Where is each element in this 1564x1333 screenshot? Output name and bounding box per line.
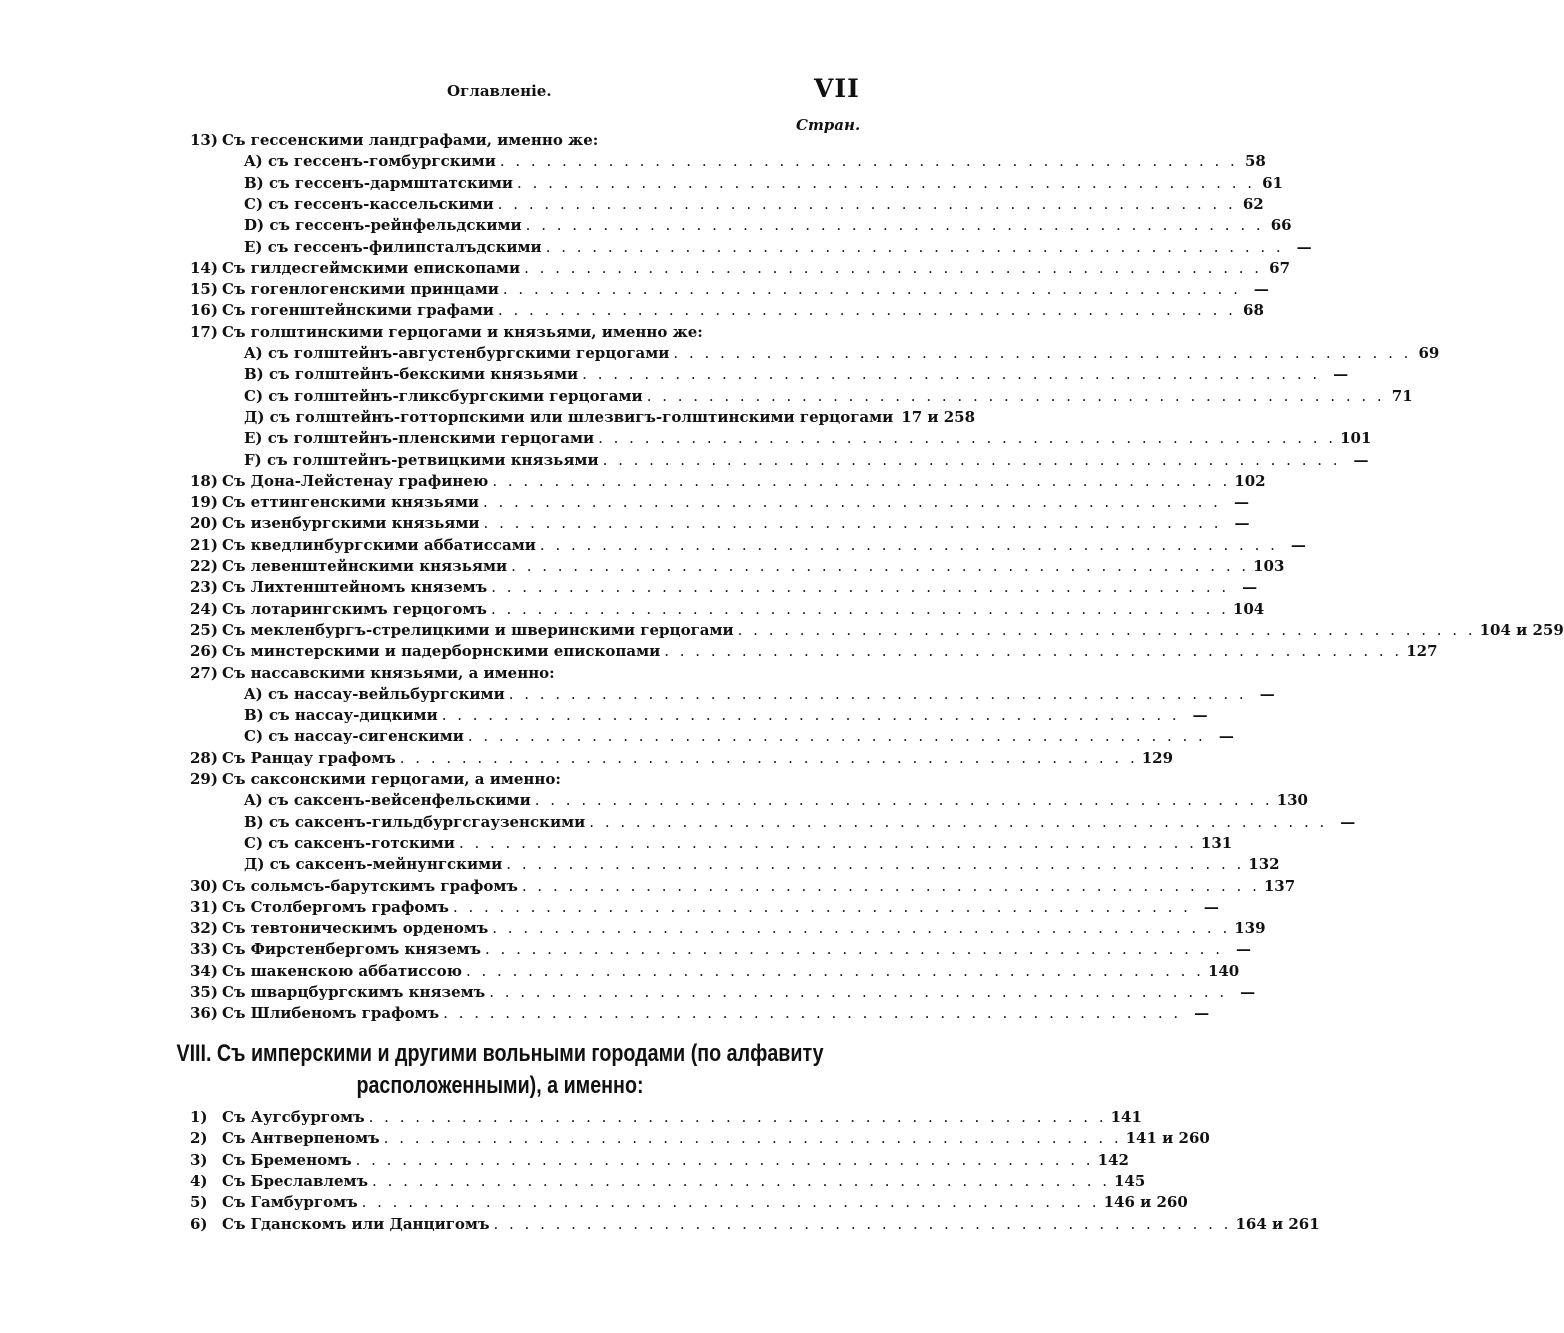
toc-entry-label: Д) съ голштейнъ-готторпскими или шлезвигъ-голштинскими герцогами — [244, 408, 894, 426]
toc-leader-dots: . . . . . . . . . . . . . . . . . . . . . . . . . . . . . . . . . . . . . . . . . . . . . . . . — [506, 855, 1245, 873]
toc-leader-dots: . . . . . . . . . . . . . . . . . . . . . . . . . . . . . . . . . . . . . . . . . . . . . . . . — [458, 834, 1197, 852]
toc-entry-number: 13) — [190, 131, 218, 149]
toc-entry-number: 21) — [190, 536, 218, 554]
toc-entry-label: E) съ гессенъ-филипсталъдскими — [244, 238, 542, 256]
toc-entry-number: 27) — [190, 664, 218, 682]
toc-entry-label: C) съ гессенъ-кассельскими — [244, 195, 494, 213]
toc-entry-page: 141 — [1110, 1108, 1142, 1126]
toc-entry — [190, 469, 1266, 490]
toc-entry-label: A) съ нассау-вейльбургскими — [244, 685, 505, 703]
toc-leader-dots: . . . . . . . . . . . . . . . . . . . . . . . . . . . . . . . . . . . . . . . . . . . . . . . . — [646, 387, 1385, 405]
toc-entry — [190, 256, 1291, 277]
toc-entry-label: Съ Бреславлемъ — [222, 1172, 369, 1190]
toc-entry-number: 26) — [190, 642, 218, 660]
toc-entry — [190, 980, 1256, 1001]
toc-entry — [190, 533, 1306, 554]
toc-entry-page: — — [1296, 238, 1312, 256]
toc-entry-page: 139 — [1234, 919, 1266, 937]
toc-entry-page: 68 — [1243, 301, 1264, 319]
toc-entry-label: Съ Лихтенштейномъ княземъ — [222, 578, 488, 596]
page-title: Оглавленіе. — [447, 82, 552, 100]
toc-leader-dots: . . . . . . . . . . . . . . . . . . . . . . . . . . . . . . . . . . . . . . . . . . . . . . . . — [492, 472, 1231, 490]
toc-entry-page: 132 — [1248, 855, 1280, 873]
toc-entry-label: Съ шварцбургскимъ княземъ — [222, 983, 486, 1001]
toc-entry-page: 142 — [1097, 1151, 1129, 1169]
toc-entry-label: Съ изенбургскими князьями — [222, 514, 480, 532]
toc-entry — [244, 426, 1372, 447]
toc-entry-label: B) съ нассау-дицкими — [244, 706, 438, 724]
toc-entry-label: Съ Шлибеномъ графомъ — [222, 1004, 440, 1022]
toc-entry-page: — — [1259, 685, 1275, 703]
section-heading-line1: VIII. Съ имперскими и другими вольными городами (по алфавиту — [176, 1040, 824, 1067]
toc-entry — [190, 1148, 1129, 1169]
toc-leader-dots: . . . . . . . . . . . . . . . . . . . . . . . . . . . . . . . . . . . . . . . . . . . . . . . . — [383, 1129, 1122, 1147]
toc-entry-page: 62 — [1242, 195, 1264, 213]
toc-entry — [244, 384, 1413, 405]
toc-entry-label: Съ Гамбургомъ — [222, 1193, 358, 1211]
toc-entry-page: 104 и 259 — [1479, 621, 1564, 639]
toc-leader-dots: . . . . . . . . . . . . . . . . . . . . . . . . . . . . . . . . . . . . . . . . . . . . . . . . — [467, 727, 1206, 745]
toc-entry-number: 16) — [190, 301, 218, 319]
toc-entry-page: 66 — [1270, 216, 1292, 234]
toc-entry — [244, 448, 1369, 469]
toc-entry-page: — — [1233, 493, 1249, 511]
toc-entry — [190, 746, 1174, 767]
toc-entry-label: Съ голштинскими герцогами и князьями, именно же: — [222, 323, 703, 341]
toc-entry-label: Съ Гданскомъ или Данцигомъ — [222, 1215, 490, 1233]
toc-entry-label: A) съ голштейнъ-августенбургскими герцогами — [244, 344, 670, 362]
toc-entry-number: 2) — [190, 1129, 208, 1147]
toc-entry-label: Съ мекленбургъ-стрелицкими и шверинскими герцогами — [222, 621, 734, 639]
toc-entry-page: 129 — [1141, 749, 1174, 767]
toc-entry-label: C) съ саксенъ-готскими — [244, 834, 455, 852]
toc-entry-number: 32) — [190, 919, 218, 937]
toc-leader-dots: . . . . . . . . . . . . . . . . . . . . . . . . . . . . . . . . . . . . . . . . . . . . . . . . — [368, 1108, 1107, 1126]
toc-entry-number: 28) — [190, 749, 218, 767]
toc-entry-number: 22) — [190, 557, 218, 575]
toc-entry — [190, 298, 1264, 319]
toc-entry-page: — — [1333, 365, 1349, 383]
toc-entry — [190, 490, 1249, 511]
toc-entry — [190, 1001, 1210, 1022]
toc-entry — [244, 235, 1312, 256]
toc-entry — [190, 511, 1250, 532]
toc-entry-page: 131 — [1200, 834, 1233, 852]
toc-entry-number: 6) — [190, 1215, 208, 1233]
toc-entry-page: 164 и 261 — [1235, 1215, 1320, 1233]
toc-entry-page: — — [1235, 940, 1251, 958]
toc-entry-number: 4) — [190, 1172, 208, 1190]
toc-entry — [244, 405, 976, 426]
toc-leader-dots: . . . . . . . . . . . . . . . . . . . . . . . . . . . . . . . . . . . . . . . . . . . . . . . . — [534, 791, 1273, 809]
toc-leader-dots: . . . . . . . . . . . . . . . . . . . . . . . . . . . . . . . . . . . . . . . . . . . . . . . . — [489, 983, 1228, 1001]
toc-entry-page: — — [1218, 727, 1234, 745]
toc-entry — [190, 128, 850, 149]
toc-entry-label: Съ Бременомъ — [222, 1151, 352, 1169]
section-heading-line2: расположенными), а именно: — [356, 1072, 644, 1099]
toc-entry — [244, 341, 1440, 362]
toc-leader-dots: . . . . . . . . . . . . . . . . . . . . . . . . . . . . . . . . . . . . . . . . . . . . . . . . — [673, 344, 1412, 362]
toc-entry — [244, 682, 1275, 703]
toc-entry-label: Съ гессенскими ландграфами, именно же: — [222, 131, 599, 149]
toc-entry-label: Д) съ саксенъ-мейнунгскими — [244, 855, 503, 873]
toc-leader-dots: . . . . . . . . . . . . . . . . . . . . . . . . . . . . . . . . . . . . . . . . . . . . . . . . — [490, 600, 1229, 618]
toc-entry-label: Съ гогенлогенскими принцами — [222, 280, 499, 298]
toc-entry — [244, 852, 1280, 873]
toc-entry — [244, 171, 1283, 192]
toc-entry — [190, 895, 1219, 916]
toc-entry-number: 29) — [190, 770, 218, 788]
toc-entry-page: 71 — [1391, 387, 1413, 405]
toc-entry — [190, 767, 850, 788]
toc-entry — [190, 320, 850, 341]
toc-entry-page: 137 — [1263, 877, 1296, 895]
toc-entry-label: Съ Дона-Лейстенау графинею — [222, 472, 489, 490]
toc-entry-page: — — [1353, 451, 1369, 469]
toc-entry-number: 35) — [190, 983, 218, 1001]
toc-entry-number: 30) — [190, 877, 218, 895]
toc-leader-dots: . . . . . . . . . . . . . . . . . . . . . . . . . . . . . . . . . . . . . . . . . . . . . . . . — [441, 706, 1180, 724]
toc-entry-page: 17 и 258 — [901, 408, 976, 426]
toc-leader-dots: . . . . . . . . . . . . . . . . . . . . . . . . . . . . . . . . . . . . . . . . . . . . . . . . — [491, 578, 1230, 596]
toc-entry — [190, 618, 1564, 639]
toc-leader-dots: . . . . . . . . . . . . . . . . . . . . . . . . . . . . . . . . . . . . . . . . . . . . . . . . — [483, 514, 1222, 532]
toc-leader-dots: . . . . . . . . . . . . . . . . . . . . . . . . . . . . . . . . . . . . . . . . . . . . . . . . — [539, 536, 1278, 554]
toc-entry-page: 69 — [1418, 344, 1440, 362]
toc-leader-dots: . . . . . . . . . . . . . . . . . . . . . . . . . . . . . . . . . . . . . . . . . . . . . . . . — [493, 1215, 1232, 1233]
toc-entry-page: 102 — [1234, 472, 1266, 490]
toc-leader-dots: . . . . . . . . . . . . . . . . . . . . . . . . . . . . . . . . . . . . . . . . . . . . . . . . — [485, 940, 1223, 958]
toc-entry-page: 127 — [1406, 642, 1438, 660]
toc-entry-page: 146 и 260 — [1103, 1193, 1188, 1211]
toc-leader-dots: . . . . . . . . . . . . . . . . . . . . . . . . . . . . . . . . . . . . . . . . . . . . . . . . — [521, 877, 1260, 895]
toc-entry-number: 5) — [190, 1193, 208, 1211]
toc-entry — [190, 597, 1265, 618]
toc-entry-page: — — [1203, 898, 1219, 916]
toc-entry-label: Съ минстерскими и падерборнскими епископами — [222, 642, 661, 660]
toc-entry-label: Съ Антверпеномъ — [222, 1129, 380, 1147]
toc-leader-dots: . . . . . . . . . . . . . . . . . . . . . . . . . . . . . . . . . . . . . . . . . . . . . . . . — [465, 962, 1204, 980]
toc-entry — [190, 1212, 1320, 1233]
toc-entry-label: Съ сольмсъ-барутскимъ графомъ — [222, 877, 518, 895]
toc-entry-number: 17) — [190, 323, 218, 341]
toc-entry-number: 3) — [190, 1151, 208, 1169]
toc-entry — [190, 554, 1285, 575]
toc-leader-dots: . . . . . . . . . . . . . . . . . . . . . . . . . . . . . . . . . . . . . . . . . . . . . . . . — [372, 1172, 1110, 1190]
toc-leader-dots: . . . . . . . . . . . . . . . . . . . . . . . . . . . . . . . . . . . . . . . . . . . . . . . . — [598, 429, 1337, 447]
toc-entry — [190, 959, 1240, 980]
toc-entry-label: Съ Фирстенбергомъ княземъ — [222, 940, 481, 958]
toc-entry — [190, 937, 1251, 958]
toc-entry — [244, 724, 1234, 745]
toc-entry-page: — — [1234, 514, 1250, 532]
toc-entry-label: E) съ голштейнъ-пленскими герцогами — [244, 429, 595, 447]
toc-entry-page: 141 и 260 — [1125, 1129, 1210, 1147]
toc-entry — [190, 1190, 1188, 1211]
toc-entry — [190, 661, 850, 682]
toc-entry — [244, 192, 1264, 213]
toc-leader-dots: . . . . . . . . . . . . . . . . . . . . . . . . . . . . . . . . . . . . . . . . . . . . . . . . — [499, 152, 1238, 170]
toc-entry-label: Съ саксонскими герцогами, а именно: — [222, 770, 561, 788]
toc-leader-dots: . . . . . . . . . . . . . . . . . . . . . . . . . . . . . . . . . . . . . . . . . . . . . . . . — [525, 216, 1264, 234]
toc-entry-label: B) съ саксенъ-гильдбургсгаузенскими — [244, 813, 586, 831]
toc-entry-page: 104 — [1232, 600, 1265, 618]
toc-entry-page: — — [1290, 536, 1306, 554]
toc-entry-page: — — [1242, 578, 1258, 596]
toc-leader-dots: . . . . . . . . . . . . . . . . . . . . . . . . . . . . . . . . . . . . . . . . . . . . . . . . — [602, 451, 1341, 469]
toc-entry-page: — — [1192, 706, 1208, 724]
toc-leader-dots: . . . . . . . . . . . . . . . . . . . . . . . . . . . . . . . . . . . . . . . . . . . . . . . . — [497, 195, 1236, 213]
toc-entry — [190, 1169, 1146, 1190]
toc-entry-page: 103 — [1253, 557, 1285, 575]
toc-leader-dots: . . . . . . . . . . . . . . . . . . . . . . . . . . . . . . . . . . . . . . . . . . . . . . . . — [399, 749, 1138, 767]
toc-leader-dots: . . . . . . . . . . . . . . . . . . . . . . . . . . . . . . . . . . . . . . . . . . . . . . . . — [502, 280, 1241, 298]
toc-entry-page: 58 — [1244, 152, 1266, 170]
toc-entry — [244, 362, 1349, 383]
toc-leader-dots: . . . . . . . . . . . . . . . . . . . . . . . . . . . . . . . . . . . . . . . . . . . . . . . . — [497, 301, 1236, 319]
toc-entry-label: Съ нассавскими князьями, а именно: — [222, 664, 555, 682]
toc-entry-number: 15) — [190, 280, 218, 298]
toc-entry-label: Съ гилдесгеймскими епископами — [222, 259, 521, 277]
toc-leader-dots: . . . . . . . . . . . . . . . . . . . . . . . . . . . . . . . . . . . . . . . . . . . . . . . . — [524, 259, 1263, 277]
toc-leader-dots: . . . . . . . . . . . . . . . . . . . . . . . . . . . . . . . . . . . . . . . . . . . . . . . . — [361, 1193, 1100, 1211]
toc-entry — [244, 703, 1208, 724]
toc-entry-label: Съ лотарингскимъ герцогомъ — [222, 600, 487, 618]
toc-entry-number: 24) — [190, 600, 218, 618]
toc-entry-number: 14) — [190, 259, 218, 277]
toc-entry-label: Съ Столбергомъ графомъ — [222, 898, 449, 916]
toc-entry-page: 145 — [1114, 1172, 1146, 1190]
toc-entry-label: Съ тевтоническимъ орденомъ — [222, 919, 489, 937]
toc-entry-number: 36) — [190, 1004, 218, 1022]
toc-entry — [190, 874, 1296, 895]
toc-entry-number: 25) — [190, 621, 218, 639]
toc-entry-number: 19) — [190, 493, 218, 511]
toc-leader-dots: . . . . . . . . . . . . . . . . . . . . . . . . . . . . . . . . . . . . . . . . . . . . . . . . — [355, 1151, 1094, 1169]
page-number: VII — [814, 74, 860, 103]
page-column-label: Стран. — [796, 116, 861, 134]
toc-entry-label: C) съ голштейнъ-гликсбургскими герцогами — [244, 387, 643, 405]
toc-entry — [244, 213, 1292, 234]
toc-entry-page: — — [1194, 1004, 1210, 1022]
toc-leader-dots: . . . . . . . . . . . . . . . . . . . . . . . . . . . . . . . . . . . . . . . . . . . . . . . . — [664, 642, 1403, 660]
toc-entry-page: 61 — [1262, 174, 1283, 192]
toc-entry-page: — — [1253, 280, 1269, 298]
toc-entry-label: A) съ саксенъ-вейсенфельскими — [244, 791, 531, 809]
toc-entry-label: Съ кведлинбургскими аббатиссами — [222, 536, 536, 554]
toc-entry — [244, 788, 1308, 809]
toc-entry-label: Съ левенштейнскими князьями — [222, 557, 508, 575]
toc-entry — [244, 149, 1266, 170]
toc-leader-dots: . . . . . . . . . . . . . . . . . . . . . . . . . . . . . . . . . . . . . . . . . . . . . . . . — [582, 365, 1321, 383]
toc-entry-label: D) съ гессенъ-рейнфельдскими — [244, 216, 522, 234]
toc-leader-dots: . . . . . . . . . . . . . . . . . . . . . . . . . . . . . . . . . . . . . . . . . . . . . . . . — [443, 1004, 1182, 1022]
toc-entry-page: 130 — [1276, 791, 1308, 809]
toc-leader-dots: . . . . . . . . . . . . . . . . . . . . . . . . . . . . . . . . . . . . . . . . . . . . . . . . — [511, 557, 1250, 575]
toc-entry-page: — — [1340, 813, 1356, 831]
toc-entry-label: F) съ голштейнъ-ретвицкими князьями — [244, 451, 599, 469]
toc-entry-number: 18) — [190, 472, 218, 490]
toc-leader-dots: . . . . . . . . . . . . . . . . . . . . . . . . . . . . . . . . . . . . . . . . . . . . . . . . — [517, 174, 1255, 192]
toc-entry-label: Съ шакенскою аббатиссою — [222, 962, 462, 980]
toc-entry-number: 23) — [190, 578, 218, 596]
toc-leader-dots: . . . . . . . . . . . . . . . . . . . . . . . . . . . . . . . . . . . . . . . . . . . . . . . . — [452, 898, 1191, 916]
toc-entry — [190, 1105, 1142, 1126]
toc-entry — [244, 831, 1233, 852]
toc-entry — [190, 639, 1438, 660]
toc-entry-number: 33) — [190, 940, 218, 958]
toc-entry-number: 20) — [190, 514, 218, 532]
toc-entry — [190, 1126, 1210, 1147]
toc-leader-dots: . . . . . . . . . . . . . . . . . . . . . . . . . . . . . . . . . . . . . . . . . . . . . . . . — [482, 493, 1221, 511]
toc-leader-dots: . . . . . . . . . . . . . . . . . . . . . . . . . . . . . . . . . . . . . . . . . . . . . . . . — [508, 685, 1247, 703]
toc-entry — [190, 916, 1266, 937]
toc-entry-number: 34) — [190, 962, 218, 980]
toc-entry-number: 1) — [190, 1108, 208, 1126]
toc-entry-label: Съ Аугсбургомъ — [222, 1108, 365, 1126]
toc-entry — [190, 277, 1269, 298]
toc-leader-dots: . . . . . . . . . . . . . . . . . . . . . . . . . . . . . . . . . . . . . . . . . . . . . . . . — [589, 813, 1328, 831]
toc-entry-label: Съ еттингенскими князьями — [222, 493, 479, 511]
toc-entry-label: A) съ гессенъ-гомбургскими — [244, 152, 496, 170]
toc-leader-dots: . . . . . . . . . . . . . . . . . . . . . . . . . . . . . . . . . . . . . . . . . . . . . . . . — [492, 919, 1231, 937]
toc-entry-page: 101 — [1340, 429, 1372, 447]
toc-entry-label: Съ Ранцау графомъ — [222, 749, 396, 767]
toc-entry-page: 67 — [1269, 259, 1291, 277]
toc-entry — [190, 575, 1258, 596]
toc-leader-dots: . . . . . . . . . . . . . . . . . . . . . . . . . . . . . . . . . . . . . . . . . . . . . . . . — [737, 621, 1476, 639]
toc-entry-label: B) съ голштейнъ-бекскими князьями — [244, 365, 579, 383]
toc-entry-label: B) съ гессенъ-дармштатскими — [244, 174, 514, 192]
toc-entry-label: Съ гогенштейнскими графами — [222, 301, 494, 319]
toc-entry-number: 31) — [190, 898, 218, 916]
toc-entry — [244, 810, 1356, 831]
toc-entry-page: — — [1240, 983, 1256, 1001]
toc-entry-page: 140 — [1207, 962, 1240, 980]
toc-leader-dots: . . . . . . . . . . . . . . . . . . . . . . . . . . . . . . . . . . . . . . . . . . . . . . . . — [545, 238, 1284, 256]
toc-entry-label: C) съ нассау-сигенскими — [244, 727, 464, 745]
